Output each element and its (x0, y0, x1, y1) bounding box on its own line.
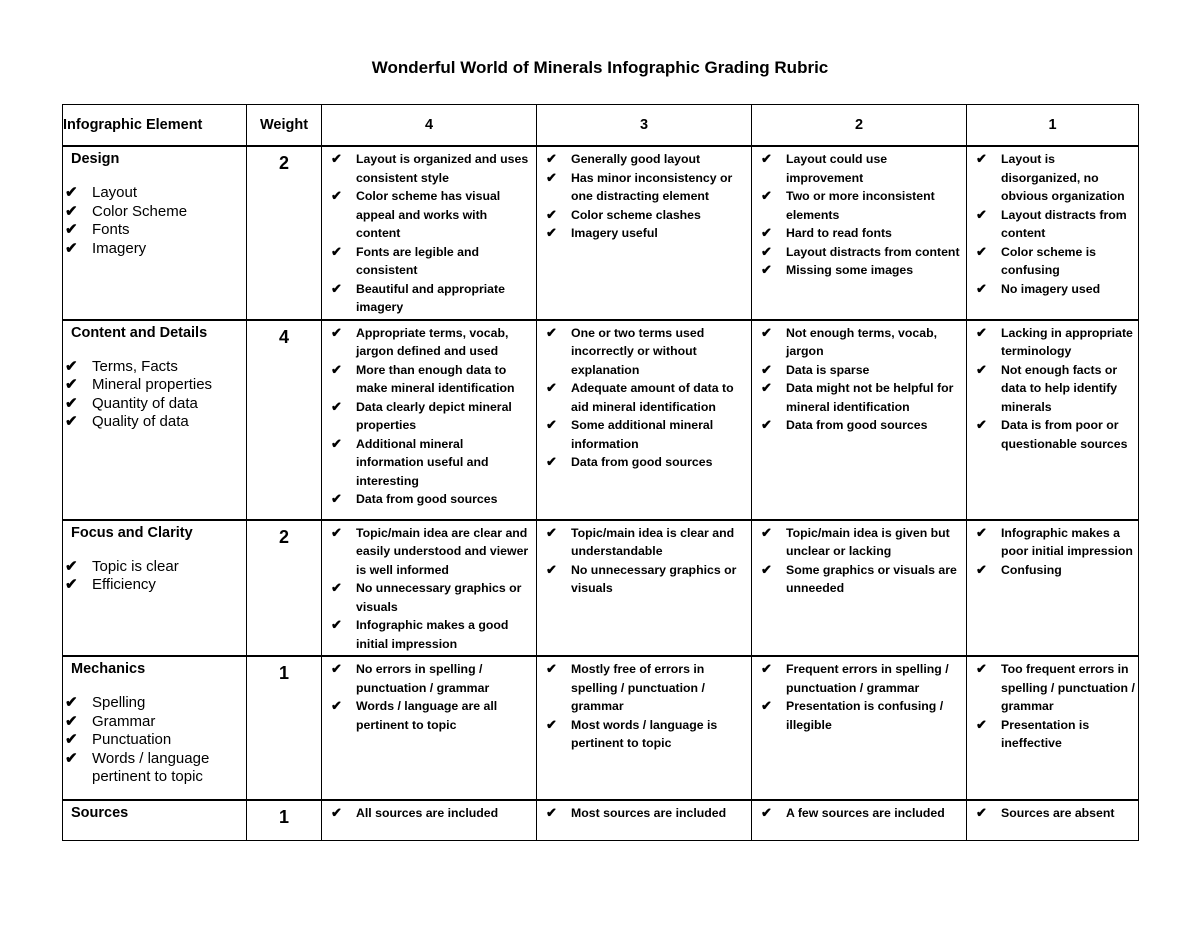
criterion (752, 416, 964, 435)
criterion-text: More than enough data to make mineral identification (356, 362, 515, 395)
rubric-row (63, 520, 1139, 657)
checkmark-icon: ✔ (65, 357, 78, 375)
criterion (967, 416, 1136, 453)
checkmark-icon: ✔ (331, 361, 342, 377)
level-2-cell (752, 146, 967, 320)
checkmark-icon: ✔ (546, 417, 557, 432)
header-level-2: 2 (752, 105, 967, 147)
criterion-text: Presentation is ineffective (1001, 717, 1090, 750)
checkmark-icon: ✔ (331, 398, 342, 414)
criterion-text: Sources are absent (1001, 806, 1115, 820)
criterion (537, 660, 749, 716)
criterion (537, 206, 749, 225)
criterion-text: No unnecessary graphics or visuals (571, 562, 737, 595)
checkmark-icon: ✔ (65, 731, 78, 748)
level-2-cell (752, 520, 967, 657)
rubric-row (63, 800, 1139, 840)
criteria-list (752, 801, 966, 825)
criterion-text: Topic/main idea are clear and easily understood and viewer is well informed (356, 525, 529, 577)
criterion (322, 697, 534, 734)
criterion (322, 150, 534, 187)
checkmark-icon: ✔ (546, 225, 557, 240)
criterion-text: Not enough facts or data to help identify minerals (1001, 362, 1118, 414)
criterion-text: Not enough terms, vocab, jargon (786, 325, 937, 358)
criterion (967, 804, 1136, 823)
criteria-list (752, 521, 966, 600)
criteria-list (322, 321, 536, 511)
element-item (63, 413, 246, 432)
checkmark-icon: ✔ (65, 184, 78, 201)
criterion-text: Most words / language is pertinent to topic (571, 717, 718, 750)
criterion-text: Presentation is confusing / illegible (786, 699, 944, 732)
criterion-text: No errors in spelling / punctuation / grammar (356, 662, 490, 695)
checkmark-icon: ✔ (65, 712, 78, 730)
element-item-text: Efficiency (92, 576, 156, 593)
level-3-cell (537, 320, 752, 520)
criterion (752, 187, 964, 224)
checkmark-icon: ✔ (976, 524, 987, 540)
criterion-text: No unnecessary graphics or visuals (356, 581, 522, 614)
checkmark-icon: ✔ (976, 716, 987, 732)
criterion-text: Infographic makes a poor initial impression (1001, 525, 1133, 558)
criteria-list (752, 321, 966, 437)
criteria-list (752, 657, 966, 736)
weight-cell (247, 320, 322, 520)
criterion (752, 324, 964, 361)
checkmark-icon: ✔ (761, 262, 772, 277)
checkmark-icon: ✔ (976, 561, 987, 577)
checkmark-icon: ✔ (976, 280, 987, 296)
element-item (63, 713, 246, 732)
header-element: Infographic Element (63, 105, 247, 147)
criterion (752, 243, 964, 262)
criterion-text: Confusing (1001, 562, 1062, 577)
checkmark-icon: ✔ (331, 698, 342, 713)
criterion (752, 224, 964, 243)
header-level-1: 1 (967, 105, 1139, 147)
page-title: Wonderful World of Minerals Infographic Grading Rubric (371, 58, 829, 77)
criteria-list (537, 147, 751, 245)
criterion-text: Data from good sources (786, 418, 928, 432)
level-4-cell (322, 146, 537, 320)
checkmark-icon: ✔ (331, 151, 342, 166)
element-item-text: Fonts (92, 221, 130, 238)
criterion-text: All sources are included (356, 806, 499, 820)
checkmark-icon: ✔ (761, 225, 772, 240)
weight-cell (247, 656, 322, 800)
criterion (537, 561, 749, 598)
checkmark-icon: ✔ (761, 361, 772, 377)
criteria-list (537, 657, 751, 755)
criterion (537, 150, 749, 169)
criterion (752, 261, 964, 280)
element-item-text: Layout (92, 184, 138, 201)
checkmark-icon: ✔ (976, 324, 987, 340)
checkmark-icon: ✔ (976, 661, 987, 676)
checkmark-icon: ✔ (976, 206, 987, 222)
criteria-list (967, 801, 1138, 825)
criterion (537, 169, 749, 206)
checkmark-icon: ✔ (976, 361, 987, 377)
level-1-cell (967, 320, 1139, 520)
checkmark-icon: ✔ (546, 524, 557, 540)
criterion (322, 524, 534, 580)
criteria-list (967, 521, 1138, 582)
weight-cell (247, 146, 322, 320)
weight-value: 1 (278, 663, 289, 683)
element-items (63, 184, 246, 258)
criterion (537, 716, 749, 753)
element-item-text: Quantity of data (92, 394, 198, 412)
criterion (537, 324, 749, 380)
criterion-text: Some additional mineral information (571, 418, 714, 451)
criteria-list (322, 147, 536, 319)
criteria-list (967, 657, 1138, 755)
element-item (63, 358, 246, 377)
criterion-text: Layout is disorganized, no obvious organization (1001, 152, 1125, 203)
element-title: Content and Details (71, 324, 208, 341)
criterion (967, 206, 1136, 243)
criterion (967, 561, 1136, 580)
element-title: Focus and Clarity (71, 524, 193, 541)
element-item-text: Quality of data (92, 413, 189, 430)
weight-value: 4 (278, 326, 289, 347)
criterion-text: Data is sparse (786, 362, 870, 377)
criterion-text: Imagery useful (571, 226, 658, 240)
criterion (322, 804, 534, 823)
criterion (752, 379, 964, 416)
criterion (967, 150, 1136, 206)
element-item-text: Imagery (92, 239, 147, 257)
criterion (537, 416, 749, 453)
element-item-text: Grammar (92, 712, 156, 730)
rubric-table (62, 104, 1139, 841)
rubric-row (63, 656, 1139, 800)
criteria-list (967, 147, 1138, 300)
criterion (322, 435, 534, 491)
criterion (752, 804, 964, 823)
element-item-text: Words / language pertinent to topic (92, 749, 210, 785)
criterion-text: Data clearly depict mineral properties (356, 399, 512, 432)
level-3-cell (537, 800, 752, 840)
checkmark-icon: ✔ (546, 206, 557, 222)
header-level-3: 3 (537, 105, 752, 147)
criterion (967, 243, 1136, 280)
criterion-text: Appropriate terms, vocab, jargon defined and used (356, 325, 509, 358)
checkmark-icon: ✔ (65, 394, 78, 412)
checkmark-icon: ✔ (546, 380, 557, 395)
criterion (322, 398, 534, 435)
criteria-list (537, 321, 751, 474)
element-cell (63, 800, 247, 840)
criterion (322, 280, 534, 317)
criterion-text: Fonts are legible and consistent (356, 244, 479, 277)
checkmark-icon: ✔ (65, 376, 78, 393)
criteria-list (752, 147, 966, 282)
element-item (63, 395, 246, 414)
checkmark-icon: ✔ (546, 169, 557, 185)
checkmark-icon: ✔ (761, 324, 772, 340)
level-4-cell (322, 800, 537, 840)
level-3-cell (537, 146, 752, 320)
element-items (63, 358, 246, 432)
element-item-text: Punctuation (92, 731, 172, 748)
criterion-text: Layout is organized and uses consistent style (356, 152, 529, 185)
criterion-text: Mostly free of errors in spelling / punctuation / grammar (571, 662, 705, 713)
checkmark-icon: ✔ (546, 716, 557, 732)
element-item-text: Mineral properties (92, 376, 213, 393)
checkmark-icon: ✔ (761, 661, 772, 676)
checkmark-icon: ✔ (331, 524, 342, 540)
element-title: Mechanics (71, 661, 146, 677)
checkmark-icon: ✔ (65, 413, 78, 430)
level-2-cell (752, 800, 967, 840)
criterion (967, 524, 1136, 561)
checkmark-icon: ✔ (761, 698, 772, 713)
level-4-cell (322, 520, 537, 657)
level-3-cell (537, 656, 752, 800)
level-1-cell (967, 146, 1139, 320)
criteria-list (322, 657, 536, 736)
element-item (63, 576, 246, 595)
checkmark-icon: ✔ (331, 491, 342, 506)
criterion (322, 324, 534, 361)
checkmark-icon: ✔ (65, 576, 78, 593)
element-item (63, 221, 246, 240)
rubric-row (63, 146, 1139, 320)
criterion (752, 524, 964, 561)
criterion (752, 150, 964, 187)
criterion-text: Layout could use improvement (786, 152, 888, 185)
criterion-text: Two or more inconsistent elements (786, 189, 935, 222)
checkmark-icon: ✔ (976, 805, 987, 820)
checkmark-icon: ✔ (761, 805, 772, 820)
criterion-text: Additional mineral information useful and interesting (356, 436, 489, 488)
weight-value: 1 (278, 807, 289, 827)
level-3-cell (537, 520, 752, 657)
checkmark-icon: ✔ (546, 151, 557, 166)
level-1-cell (967, 800, 1139, 840)
criterion-text: Layout distracts from content (786, 244, 960, 259)
checkmark-icon: ✔ (331, 617, 342, 632)
criterion (967, 660, 1136, 716)
element-item (63, 750, 246, 787)
level-1-cell (967, 656, 1139, 800)
criteria-list (537, 801, 751, 825)
element-item-text: Spelling (92, 694, 146, 711)
criterion (322, 187, 534, 243)
element-item-text: Color Scheme (92, 202, 188, 220)
criteria-list (322, 801, 536, 825)
criteria-list (322, 521, 536, 656)
criterion-text: Color scheme is confusing (1001, 244, 1096, 277)
criterion (322, 243, 534, 280)
criterion-text: Hard to read fonts (786, 226, 892, 240)
checkmark-icon: ✔ (65, 749, 78, 767)
criterion (537, 804, 749, 823)
checkmark-icon: ✔ (331, 580, 342, 595)
checkmark-icon: ✔ (546, 324, 557, 340)
criterion-text: Lacking in appropriate terminology (1001, 325, 1133, 358)
header-row (63, 105, 1139, 147)
weight-value: 2 (278, 153, 289, 173)
criterion-text: Too frequent errors in spelling / punctuation / grammar (1001, 662, 1135, 713)
criterion-text: Adequate amount of data to aid mineral identification (571, 381, 734, 414)
checkmark-icon: ✔ (761, 380, 772, 395)
element-title: Sources (71, 805, 129, 821)
element-item (63, 731, 246, 750)
element-cell (63, 520, 247, 657)
element-cell (63, 656, 247, 800)
criterion-text: Beautiful and appropriate imagery (356, 281, 505, 314)
criterion-text: Data might not be helpful for mineral identification (786, 381, 954, 414)
checkmark-icon: ✔ (976, 417, 987, 432)
checkmark-icon: ✔ (546, 805, 557, 820)
checkmark-icon: ✔ (976, 243, 987, 259)
criterion (752, 361, 964, 380)
element-item (63, 694, 246, 713)
criterion-text: Data is from poor or questionable sources (1001, 418, 1128, 451)
level-2-cell (752, 320, 967, 520)
checkmark-icon: ✔ (546, 661, 557, 676)
element-item-text: Terms, Facts (92, 357, 178, 375)
checkmark-icon: ✔ (331, 324, 342, 340)
checkmark-icon: ✔ (65, 202, 78, 220)
rubric-row (63, 320, 1139, 520)
weight-cell (247, 520, 322, 657)
criterion (752, 561, 964, 598)
level-2-cell (752, 656, 967, 800)
criterion (967, 361, 1136, 417)
criterion (537, 224, 749, 243)
level-1-cell (967, 520, 1139, 657)
checkmark-icon: ✔ (331, 805, 342, 820)
checkmark-icon: ✔ (331, 243, 342, 259)
criterion (537, 453, 749, 472)
criterion (967, 716, 1136, 753)
element-item-text: Topic is clear (92, 557, 179, 575)
element-items (63, 694, 246, 787)
criterion-text: One or two terms used incorrectly or without explanation (571, 325, 705, 377)
header-level-4: 4 (322, 105, 537, 147)
checkmark-icon: ✔ (331, 435, 342, 451)
element-item (63, 203, 246, 222)
checkmark-icon: ✔ (761, 524, 772, 540)
criterion-text: No imagery used (1001, 281, 1101, 296)
element-title: Design (71, 151, 120, 167)
checkmark-icon: ✔ (761, 188, 772, 203)
criterion (322, 579, 534, 616)
checkmark-icon: ✔ (546, 454, 557, 469)
criterion (537, 524, 749, 561)
criterion-text: Generally good layout (571, 152, 701, 166)
checkmark-icon: ✔ (331, 280, 342, 296)
checkmark-icon: ✔ (65, 694, 78, 711)
criteria-list (967, 321, 1138, 456)
checkmark-icon: ✔ (761, 561, 772, 577)
level-4-cell (322, 656, 537, 800)
criterion-text: A few sources are included (786, 806, 945, 820)
criterion (322, 490, 534, 509)
criterion (967, 280, 1136, 299)
criterion (322, 361, 534, 398)
weight-value: 2 (278, 526, 289, 547)
criterion-text: Frequent errors in spelling / punctuation / grammar (786, 662, 949, 695)
criterion-text: Color scheme clashes (571, 207, 701, 222)
criterion-text: Topic/main idea is clear and understandable (571, 525, 735, 558)
criterion (752, 660, 964, 697)
criterion-text: Most sources are included (571, 806, 727, 820)
criterion-text: Words / language are all pertinent to topic (356, 699, 498, 732)
element-item (63, 240, 246, 259)
checkmark-icon: ✔ (976, 151, 987, 166)
weight-cell (247, 800, 322, 840)
criterion-text: Infographic makes a good initial impression (356, 618, 509, 651)
checkmark-icon: ✔ (65, 239, 78, 257)
checkmark-icon: ✔ (331, 188, 342, 203)
criterion-text: Data from good sources (571, 455, 713, 469)
checkmark-icon: ✔ (65, 557, 78, 575)
element-cell (63, 320, 247, 520)
element-item (63, 184, 246, 203)
criterion-text: Layout distracts from content (1001, 207, 1127, 240)
element-item (63, 376, 246, 395)
criterion (322, 616, 534, 653)
checkmark-icon: ✔ (331, 661, 342, 676)
criterion-text: Missing some images (786, 263, 914, 277)
criterion (967, 324, 1136, 361)
element-item (63, 558, 246, 577)
criterion (537, 379, 749, 416)
criterion-text: Topic/main idea is given but unclear or lacking (786, 525, 950, 558)
element-cell (63, 146, 247, 320)
criterion-text: Data from good sources (356, 492, 498, 506)
criterion-text: Some graphics or visuals are unneeded (786, 562, 957, 595)
criterion-text: Has minor inconsistency or one distracting element (571, 170, 733, 203)
checkmark-icon: ✔ (761, 243, 772, 259)
header-weight: Weight (247, 105, 322, 147)
checkmark-icon: ✔ (761, 151, 772, 166)
criterion (322, 660, 534, 697)
element-items (63, 558, 246, 595)
checkmark-icon: ✔ (65, 221, 78, 238)
checkmark-icon: ✔ (546, 561, 557, 577)
criterion (752, 697, 964, 734)
criteria-list (537, 521, 751, 600)
criterion-text: Color scheme has visual appeal and works with content (356, 189, 501, 240)
checkmark-icon: ✔ (761, 417, 772, 432)
level-4-cell (322, 320, 537, 520)
